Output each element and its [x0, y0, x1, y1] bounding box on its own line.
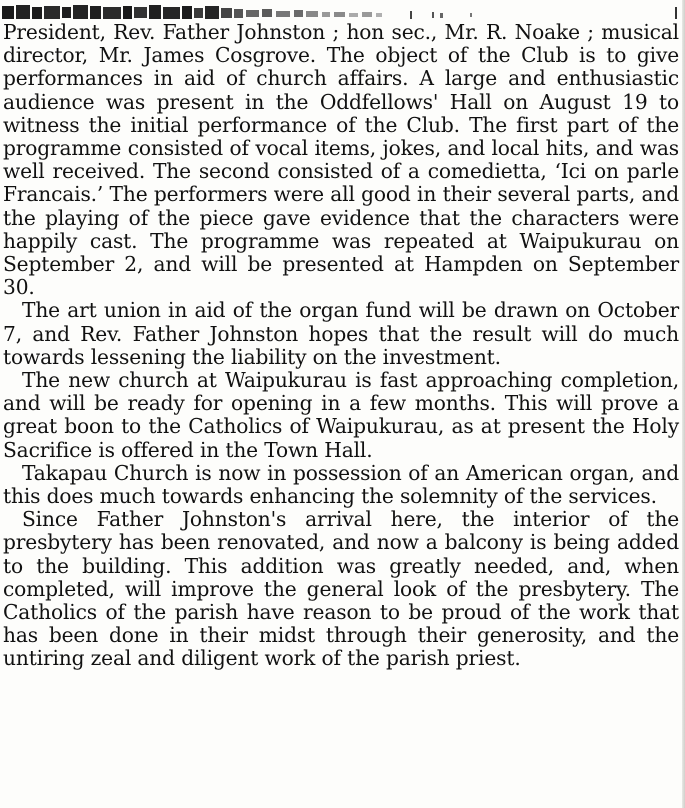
article-body [3, 21, 679, 671]
article-paragraph-club-performance: President, Rev. Father Johnston ; hon sec., Mr. R. Noake ; musical director, Mr. James Cosgrove. The object of the Club is to give performances in aid of church affairs. A large and enthusiastic audience was present in the Oddfellows' Hall on August 19 to witness the initial performance of the Club. The first part of the programme consisted of vocal items, jokes, and local hits, and was well received. The second consisted of a comedietta, ‘Ici on parle Francais.’ The performers were all good in their several parts, and the playing of the piece gave evidence that the characters were happily cast. The programme was repeated at Waipukurau on September 2, and will be presented at Hampden on September 30. [3, 20, 679, 300]
article-paragraph-new-church: The new church at Waipukurau is fast approaching completion, and will be ready for opening in a few months. This will prove a great boon to the Catholics of Waipukurau, as at present the Holy Sacrifice is offered in the Town Hall. [3, 368, 679, 462]
article-paragraph-presbytery: Since Father Johnston's arrival here, the interior of the presbytery has been renovated, and now a balcony is being added to the building. This addition was greatly needed, and, when completed, will improve the general look of the presbytery. The Catholics of the parish have reason to be proud of the work that has been done in their midst through their generosity, and the untiring zeal and diligent work of the parish priest. [3, 507, 679, 671]
article-paragraph-takapau-organ: Takapau Church is now in possession of an American organ, and this does much towards enhancing the solemnity of the services. [3, 460, 679, 509]
article-paragraph-art-union: The art union in aid of the organ fund will be drawn on October 7, and Rev. Father Johnston hopes that the result will do much towards lessening the liability on the investment. [3, 298, 679, 369]
